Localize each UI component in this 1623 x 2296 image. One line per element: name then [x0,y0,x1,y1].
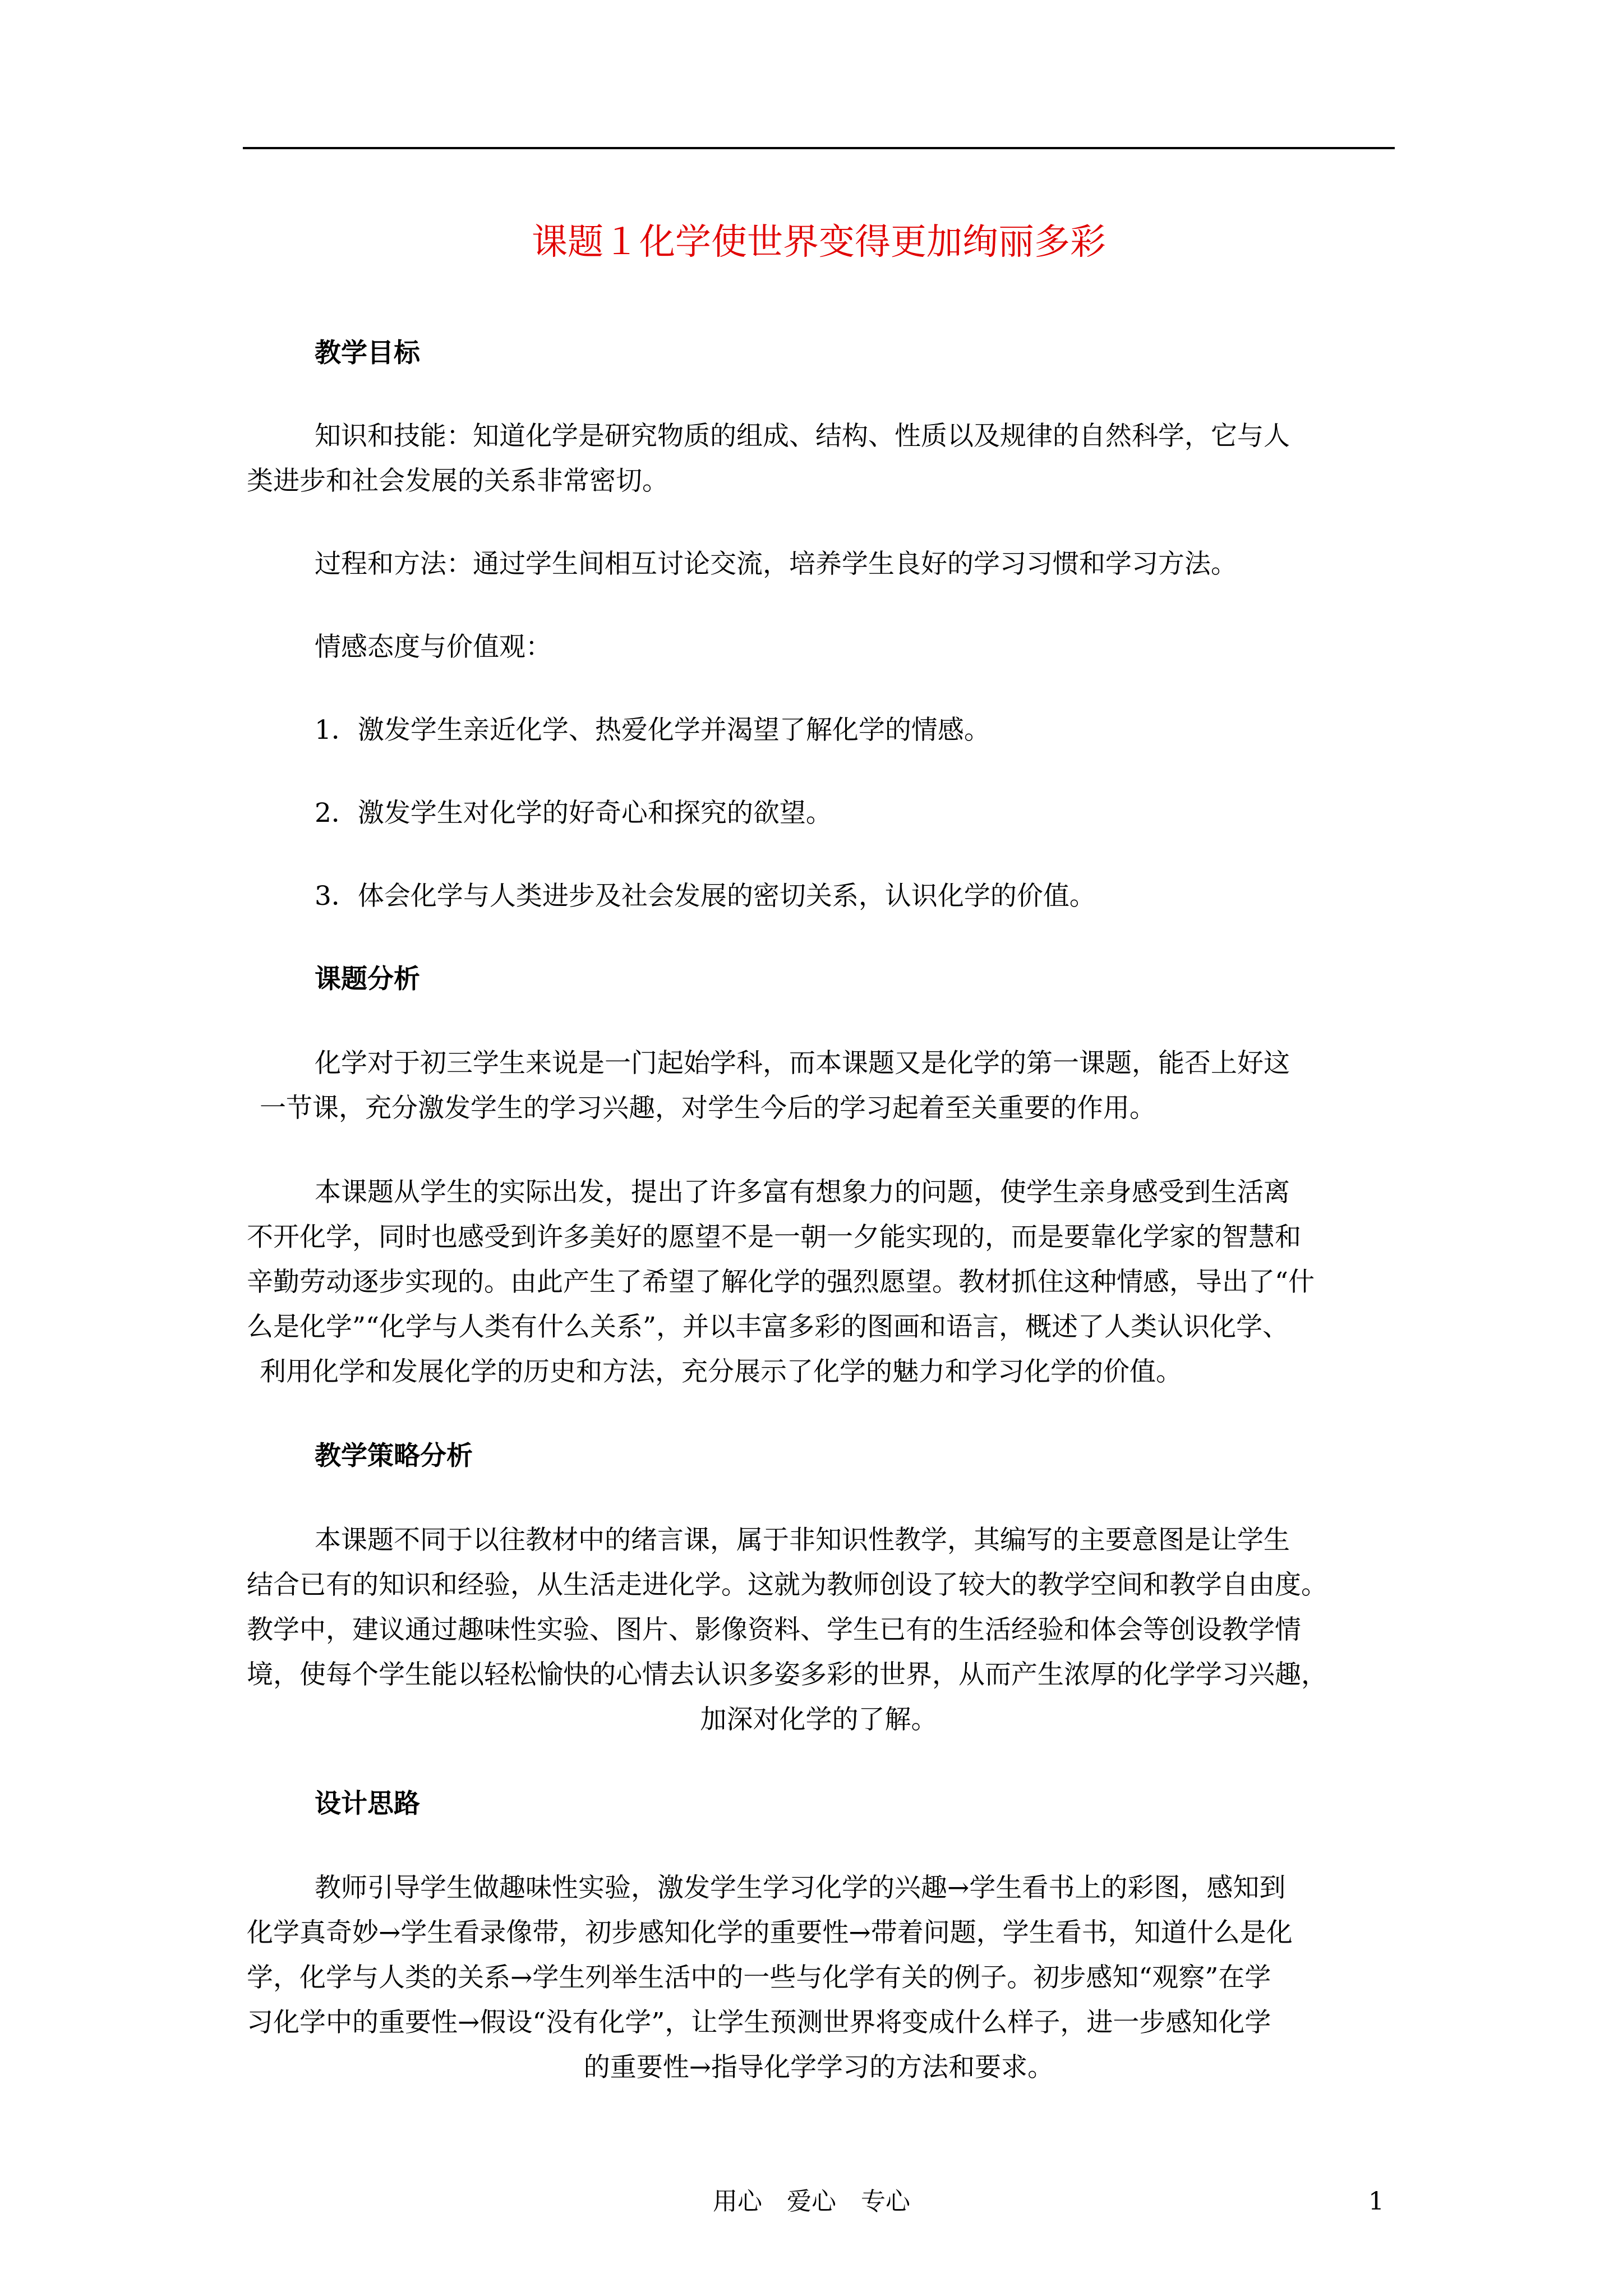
knowledge-line-1: 知识和技能：知道化学是研究物质的组成、结构、性质以及规律的自然科学，它与人 [315,421,1290,452]
analysis-p1-line-2: 一节课，充分激发学生的学习兴趣，对学生今后的学习起着至关重要的作用。 [260,1093,1156,1124]
strategy-line-1: 本课题不同于以往教材中的绪言课，属于非知识性教学，其编写的主要意图是让学生 [315,1525,1290,1556]
design-line-2: 化学真奇妙→学生看录像带，初步感知化学的重要性→带着问题，学生看书，知道什么是化 [247,1917,1293,1948]
analysis-p2-line-5: 利用化学和发展化学的历史和方法，充分展示了化学的魅力和学习化学的价值。 [260,1356,1182,1387]
design-line-4: 习化学中的重要性→假设“没有化学”，让学生预测世界将变成什么样子，进一步感知化学 [247,2007,1271,2038]
process-line: 过程和方法：通过学生间相互讨论交流，培养学生良好的学习习惯和学习方法。 [315,549,1237,579]
strategy-line-5: 加深对化学的了解。 [700,1704,938,1735]
footer-motto: 用心 爱心 专心 [713,2187,910,2216]
section-heading-objectives: 教学目标 [315,338,420,369]
analysis-p2-line-4: 么是化学”“化学与人类有什么关系”，并以丰富多彩的图画和语言，概述了人类认识化学、 [247,1312,1289,1342]
analysis-p2-line-3: 辛勤劳动逐步实现的。由此产生了希望了解化学的强烈愿望。教材抓住这种情感，导出了“什 [247,1267,1315,1297]
page-number: 1 [1368,2187,1384,2216]
knowledge-line-2: 类进步和社会发展的关系非常密切。 [247,466,668,496]
strategy-line-3: 教学中，建议通过趣味性实验、图片、影像资料、学生已有的生活经验和体会等创设教学情 [247,1614,1301,1645]
design-line-3: 学，化学与人类的关系→学生列举生活中的一些与化学有关的例子。初步感知“观察”在学 [247,1962,1271,1993]
objective-item-3: 3．体会化学与人类进步及社会发展的密切关系，认识化学的价值。 [315,881,1096,912]
design-line-1: 教师引导学生做趣味性实验，激发学生学习化学的兴趣→学生看书上的彩图，感知到 [315,1872,1286,1903]
objective-item-1: 1．激发学生亲近化学、热爱化学并渴望了解化学的情感。 [315,715,990,746]
header-rule [243,147,1395,149]
objective-item-2: 2．激发学生对化学的好奇心和探究的欲望。 [315,798,832,829]
page-title: 课题１化学使世界变得更加绚丽多彩 [532,222,1106,263]
section-heading-strategy: 教学策略分析 [315,1441,473,1471]
strategy-line-4: 境，使每个学生能以轻松愉快的心情去认识多姿多彩的世界，从而产生浓厚的化学学习兴趣， [247,1659,1327,1690]
design-line-5: 的重要性→指导化学学习的方法和要求。 [583,2052,1054,2083]
analysis-p2-line-2: 不开化学，同时也感受到许多美好的愿望不是一朝一夕能实现的，而是要靠化学家的智慧和 [247,1222,1301,1253]
strategy-line-2: 结合已有的知识和经验，从生活走进化学。这就为教师创设了较大的教学空间和教学自由度。 [247,1570,1327,1600]
analysis-p1-line-1: 化学对于初三学生来说是一门起始学科，而本课题又是化学的第一课题，能否上好这 [315,1048,1290,1079]
emotion-label: 情感态度与价值观： [315,632,552,662]
section-heading-analysis: 课题分析 [315,964,420,995]
section-heading-design: 设计思路 [315,1788,420,1819]
analysis-p2-line-1: 本课题从学生的实际出发，提出了许多富有想象力的问题，使学生亲身感受到生活离 [315,1177,1290,1208]
